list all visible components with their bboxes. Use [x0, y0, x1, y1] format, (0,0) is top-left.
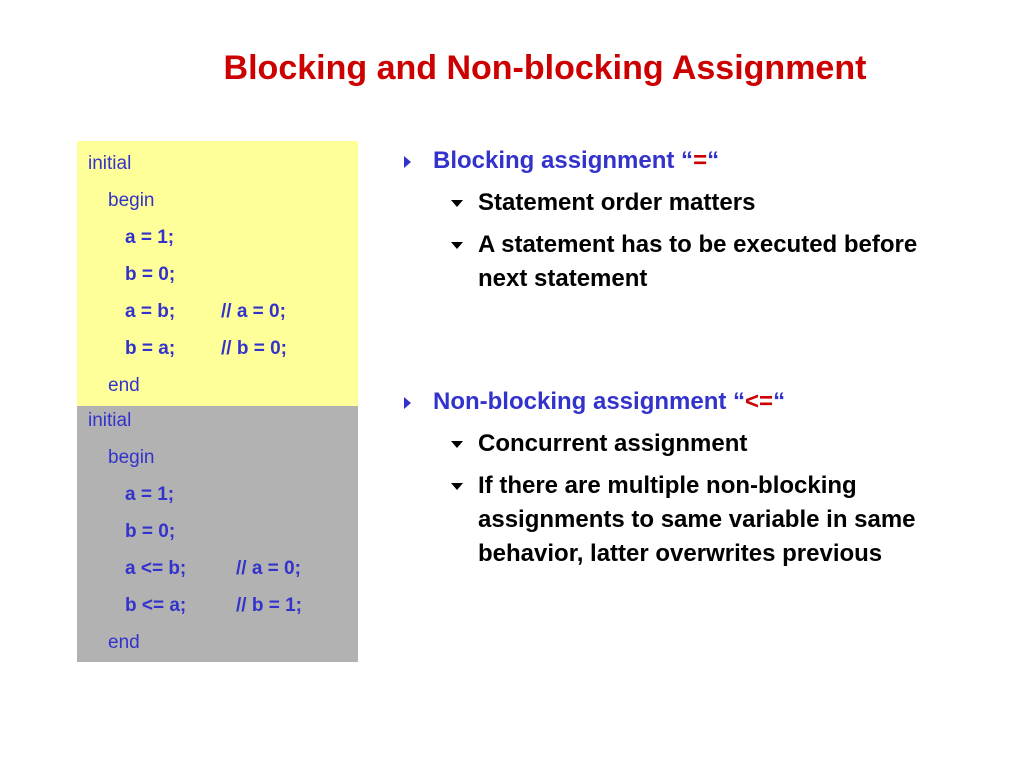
- code-line: a = b; // a = 0;: [125, 293, 345, 330]
- code-comment: // b = 1;: [236, 595, 302, 616]
- triangle-down-icon: [451, 483, 463, 490]
- triangle-down-icon: [451, 242, 463, 249]
- bullet-label: Non-blocking assignment “<=“: [433, 388, 786, 415]
- operator-symbol: =: [693, 147, 708, 174]
- code-comment: // a = 0;: [221, 301, 286, 322]
- nonblocking-code-panel: [77, 406, 358, 662]
- code-line: b = 0;: [125, 521, 176, 542]
- blocking-code-panel: [77, 141, 358, 406]
- code-line: initial: [88, 410, 132, 431]
- code-line: a = 1;: [125, 227, 175, 248]
- operator-symbol: <=: [745, 388, 774, 415]
- triangle-right-icon: [404, 397, 411, 409]
- code-comment: // a = 0;: [236, 558, 301, 579]
- triangle-right-icon: [404, 156, 411, 168]
- slide-title: Blocking and Non-blocking Assignment: [223, 49, 867, 87]
- code-line: end: [108, 375, 140, 396]
- code-line: begin: [108, 447, 155, 468]
- code-line: initial: [88, 153, 132, 174]
- bullet-label: Blocking assignment “=“: [433, 147, 720, 174]
- code-line: a = 1;: [125, 484, 175, 505]
- code-line: b = a; // b = 0;: [125, 330, 345, 367]
- code-line: b <= a; // b = 1;: [125, 587, 345, 624]
- code-line: b = 0;: [125, 264, 176, 285]
- code-line: begin: [108, 190, 155, 211]
- triangle-down-icon: [451, 200, 463, 207]
- code-line: end: [108, 632, 140, 653]
- triangle-down-icon: [451, 441, 463, 448]
- code-comment: // b = 0;: [221, 338, 287, 359]
- code-line: a <= b; // a = 0;: [125, 550, 345, 587]
